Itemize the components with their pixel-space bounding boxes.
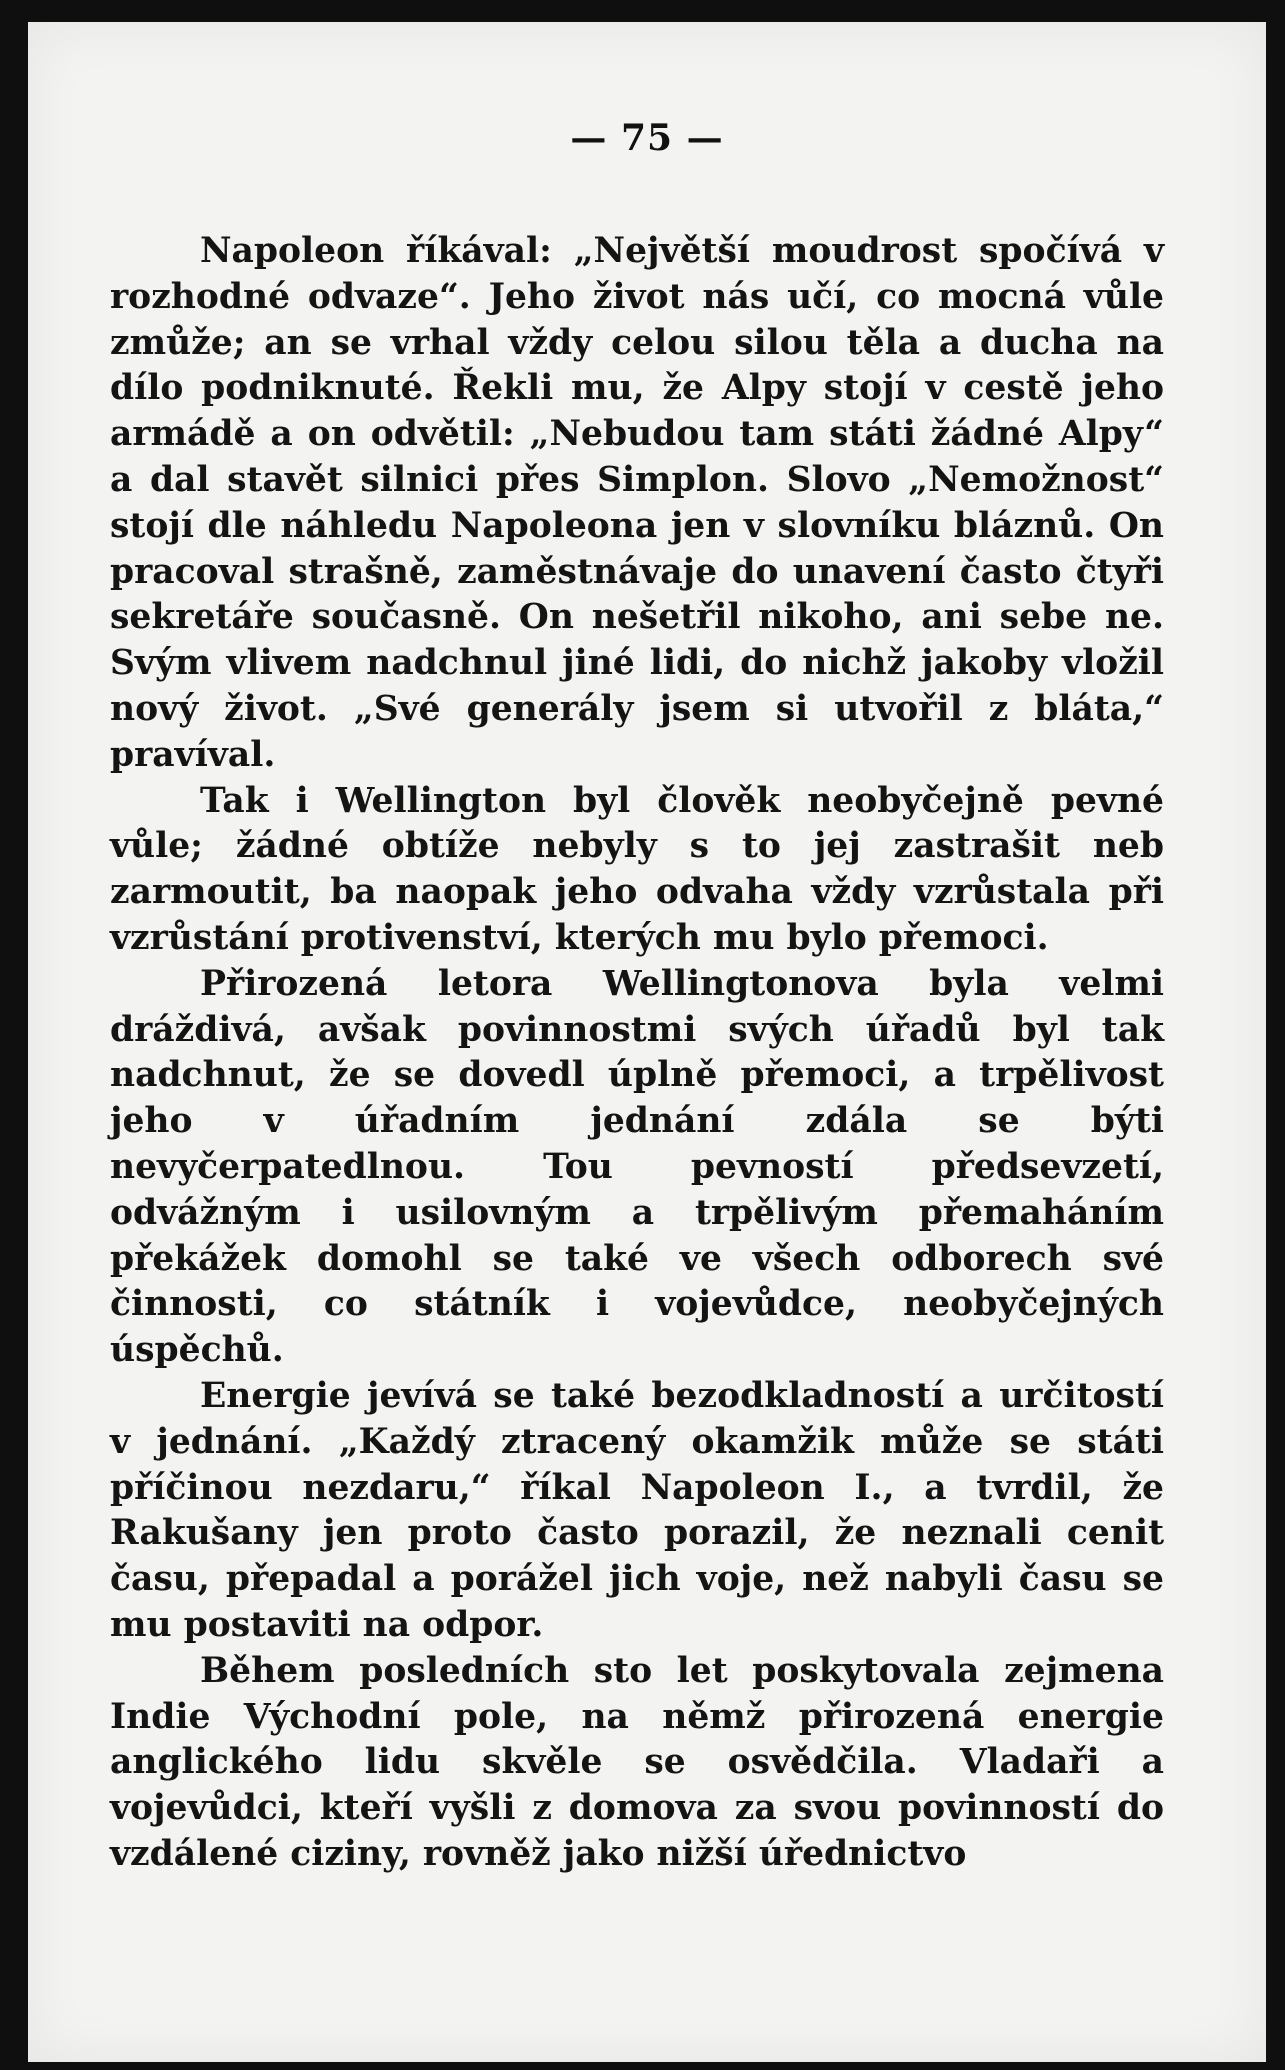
paragraph-wellington: Tak i Wellington byl člověk neobyčejně pevné vůle; žádné obtíže nebyly s to jej zastrašit neb zarmoutit, ba naopak jeho odvaha vždy vzrůstala při vzrůstání protivenství, kterých mu bylo přemoci. bbox=[110, 780, 1164, 958]
paragraph-india: Během posledních sto let poskytovala zejmena Indie Východní pole, na němž přirozená energie anglického lidu skvěle se osvědčila. Vladaři a vojevůdci, kteří vyšli z domova za svou povinností do vzdálené ciziny, rovněž jako nižší úřednictvo bbox=[110, 1650, 1164, 1874]
paragraph-wellington-temper: Přirozená letora Wellingtonova byla velmi dráždivá, avšak povinnostmi svých úřadů byl tak nadchnut, že se dovedl úplně přemoci, a trpělivost jeho v úřadním jednání zdála se býti nevyčerpatedlnou. Tou pevností předsevzetí, odvážným i usilovným a trpělivým přemaháním překážek domohl se také ve všech odborech své činnosti, co státník i vojevůdce, neobyčejných úspěchů. bbox=[110, 963, 1164, 1371]
body-text bbox=[110, 229, 1164, 1878]
paragraph-napoleon: Napoleon říkával: „Největší moudrost spočívá v rozhodné odvaze“. Jeho život nás učí, co mocná vůle zmůže; an se vrhal vždy celou silou těla a ducha na dílo podniknuté. Řekli mu, že Alpy stojí v cestě jeho armádě a on odvětil: „Nebudou tam státi žádné Alpy“ a dal stavět silnici přes Simplon. Slovo „Nemožnost“ stojí dle náhledu Napoleona jen v slovníku bláznů. On pracoval strašně, zaměstnávaje do unavení často čtyři sekretáře současně. On nešetřil nikoho, ani sebe ne. Svým vlivem nadchnul jiné lidi, do nichž jakoby vložil nový život. „Své generály jsem si utvořil z bláta,“ pravíval. bbox=[110, 231, 1164, 775]
paragraph-energy: Energie jevívá se také bezodkladností a určitostí v jednání. „Každý ztracený okamžik může se státi příčinou nezdaru,“ říkal Napoleon I., a tvrdil, že Rakušany jen proto často porazil, že neznali cenit času, přepadal a porážel jich voje, než nabyli času se mu postaviti na odpor. bbox=[110, 1375, 1164, 1645]
page-number: — 75 — bbox=[570, 117, 724, 159]
book-page bbox=[28, 22, 1266, 2062]
